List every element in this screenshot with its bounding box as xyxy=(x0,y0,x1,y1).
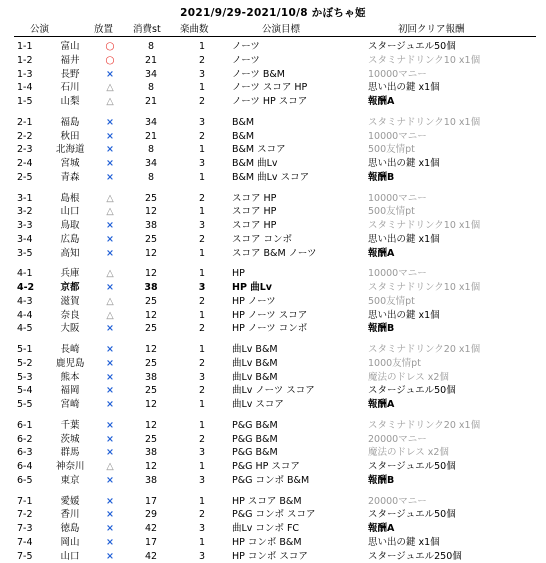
table-row xyxy=(0,130,546,143)
status-mark: × xyxy=(106,158,114,169)
song-count: 1 xyxy=(198,495,206,507)
stamina-cost: 25 xyxy=(144,433,158,445)
stage-id: 1-2 xyxy=(17,54,33,66)
song-count: 3 xyxy=(198,116,206,128)
stage-id: 1-3 xyxy=(17,68,33,80)
table-row xyxy=(0,419,546,432)
song-count: 3 xyxy=(198,158,206,169)
header-target: 公演目標 xyxy=(262,24,301,35)
stage-target: P&G HP スコア xyxy=(232,461,300,472)
prefecture: 宮崎 xyxy=(60,399,80,410)
song-count: 3 xyxy=(198,68,206,80)
table-row xyxy=(0,171,546,184)
prefecture: 群馬 xyxy=(60,447,80,459)
song-count: 3 xyxy=(198,550,206,562)
stage-id: 2-5 xyxy=(17,171,33,183)
first-clear-reward: 500友情pt xyxy=(368,144,415,156)
song-count: 2 xyxy=(198,54,206,66)
status-mark: △ xyxy=(106,295,114,307)
stage-id: 5-5 xyxy=(17,399,33,410)
first-clear-reward: 20000マニー xyxy=(368,495,427,507)
first-clear-reward: スタミナドリンク10 x1個 xyxy=(368,116,481,128)
stamina-cost: 12 xyxy=(144,461,158,472)
prefecture: 徳島 xyxy=(60,523,80,534)
stage-target: HP コンボ B&M xyxy=(232,536,302,548)
stage-id: 2-4 xyxy=(17,158,33,169)
status-mark: × xyxy=(106,68,114,80)
prefecture: 香川 xyxy=(60,509,80,521)
stage-target: 曲Lv B&M xyxy=(232,344,278,355)
stamina-cost: 12 xyxy=(144,268,158,280)
song-count: 1 xyxy=(198,82,206,94)
page-title: 2021/9/29-2021/10/8 かぼちゃ姫 xyxy=(180,7,366,19)
first-clear-reward: 魔法のドレス x2個 xyxy=(368,371,449,383)
first-clear-reward: 10000マニー xyxy=(368,68,427,80)
status-mark: ○ xyxy=(105,40,115,52)
stage-id: 7-1 xyxy=(17,495,33,507)
first-clear-reward: 思い出の鍵 x1個 xyxy=(368,233,440,245)
stage-target: P&G B&M xyxy=(232,447,278,459)
song-count: 2 xyxy=(198,323,206,335)
prefecture: 茨城 xyxy=(60,433,80,445)
stage-id: 7-5 xyxy=(17,550,33,562)
table-row xyxy=(0,143,546,156)
first-clear-reward: 報酬A xyxy=(368,247,395,259)
stamina-cost: 25 xyxy=(144,323,158,335)
prefecture: 長野 xyxy=(60,68,80,80)
prefecture: 鳥取 xyxy=(60,220,80,231)
stage-id: 1-5 xyxy=(17,96,33,107)
header-stamina: 消費st xyxy=(133,24,161,35)
status-mark: × xyxy=(106,474,114,486)
status-mark: × xyxy=(106,523,114,534)
first-clear-reward: 10000マニー xyxy=(368,130,427,142)
status-mark: × xyxy=(106,233,114,245)
status-mark: △ xyxy=(106,96,114,107)
header-reward: 初回クリア報酬 xyxy=(398,24,465,35)
first-clear-reward: 思い出の鍵 x1個 xyxy=(368,536,440,548)
table-row xyxy=(0,384,546,397)
prefecture: 福岡 xyxy=(60,385,80,397)
table-row xyxy=(0,433,546,446)
stamina-cost: 38 xyxy=(144,447,158,459)
header-songs: 楽曲数 xyxy=(180,24,209,35)
table-row xyxy=(0,247,546,260)
stage-target: 曲Lv B&M xyxy=(232,357,278,369)
stamina-cost: 25 xyxy=(144,295,158,307)
stage-id: 1-4 xyxy=(17,82,33,94)
table-row xyxy=(0,550,546,563)
table-row xyxy=(0,205,546,218)
prefecture: 愛媛 xyxy=(60,495,80,507)
first-clear-reward: 魔法のドレス x2個 xyxy=(368,447,449,459)
prefecture: 兵庫 xyxy=(60,268,80,280)
status-mark: × xyxy=(106,495,114,507)
status-mark: × xyxy=(106,385,114,397)
status-mark: × xyxy=(106,433,114,445)
table-row xyxy=(0,54,546,67)
prefecture: 神奈川 xyxy=(56,461,85,472)
prefecture: 青森 xyxy=(60,171,80,183)
song-count: 2 xyxy=(198,357,206,369)
stamina-cost: 38 xyxy=(144,371,158,383)
stage-target: B&M スコア xyxy=(232,144,286,156)
first-clear-reward: 10000マニー xyxy=(368,192,427,204)
prefecture: 福井 xyxy=(60,54,80,66)
first-clear-reward: 報酬B xyxy=(368,474,395,486)
first-clear-reward: スタミナドリンク20 x1個 xyxy=(368,344,481,355)
song-count: 3 xyxy=(198,523,206,534)
song-count: 1 xyxy=(198,344,206,355)
prefecture: 山口 xyxy=(60,206,80,218)
song-count: 3 xyxy=(198,447,206,459)
song-count: 1 xyxy=(198,268,206,280)
status-mark: × xyxy=(106,371,114,383)
stage-target: B&M 曲Lv xyxy=(232,158,278,169)
table-row xyxy=(0,157,546,170)
stamina-cost: 38 xyxy=(144,474,158,486)
prefecture: 京都 xyxy=(60,282,80,293)
status-mark: × xyxy=(106,282,114,293)
stage-target: P&G コンボ スコア xyxy=(232,509,316,521)
prefecture: 山梨 xyxy=(60,96,80,107)
stage-id: 4-5 xyxy=(17,323,33,335)
stamina-cost: 38 xyxy=(144,282,158,293)
table-row xyxy=(0,371,546,384)
stage-target: 曲Lv スコア xyxy=(232,399,284,410)
table-row xyxy=(0,116,546,129)
stage-id: 6-5 xyxy=(17,474,33,486)
table-row xyxy=(0,192,546,205)
prefecture: 山口 xyxy=(60,550,80,562)
status-mark: × xyxy=(106,399,114,410)
table-row xyxy=(0,95,546,108)
status-mark: × xyxy=(106,220,114,231)
stamina-cost: 21 xyxy=(144,130,158,142)
stamina-cost: 17 xyxy=(144,536,158,548)
stage-id: 7-2 xyxy=(17,509,33,521)
song-count: 2 xyxy=(198,96,206,107)
stamina-cost: 42 xyxy=(144,523,158,534)
first-clear-reward: 500友情pt xyxy=(368,206,415,218)
first-clear-reward: スタージュエル50個 xyxy=(368,41,456,52)
stamina-cost: 8 xyxy=(147,82,155,94)
stage-target: 曲Lv B&M xyxy=(232,371,278,383)
table-row xyxy=(0,343,546,356)
status-mark: × xyxy=(106,130,114,142)
header-status: 放置 xyxy=(94,24,114,35)
stage-id: 4-2 xyxy=(17,282,35,293)
stage-target: ノーツ xyxy=(232,54,260,66)
prefecture: 富山 xyxy=(60,41,80,52)
table-row xyxy=(0,322,546,335)
prefecture: 島根 xyxy=(60,192,80,204)
first-clear-reward: スタージュエル50個 xyxy=(368,509,456,521)
stamina-cost: 25 xyxy=(144,192,158,204)
stage-id: 4-4 xyxy=(17,309,33,321)
table-row xyxy=(0,281,546,294)
song-count: 2 xyxy=(198,233,206,245)
stage-id: 6-3 xyxy=(17,447,33,459)
first-clear-reward: 思い出の鍵 x1個 xyxy=(368,158,440,169)
prefecture: 鹿児島 xyxy=(56,357,85,369)
prefecture: 大阪 xyxy=(60,323,80,335)
first-clear-reward: 20000マニー xyxy=(368,433,427,445)
first-clear-reward: 報酬B xyxy=(368,323,395,335)
stamina-cost: 12 xyxy=(144,344,158,355)
table-row xyxy=(0,446,546,459)
first-clear-reward: 10000マニー xyxy=(368,268,427,280)
prefecture: 岡山 xyxy=(60,536,80,548)
stamina-cost: 8 xyxy=(147,144,155,156)
table-row xyxy=(0,81,546,94)
stamina-cost: 34 xyxy=(144,116,158,128)
prefecture: 秋田 xyxy=(60,130,80,142)
status-mark: × xyxy=(106,357,114,369)
prefecture: 北海道 xyxy=(56,144,85,156)
stage-target: P&G B&M xyxy=(232,433,278,445)
table-row xyxy=(0,295,546,308)
song-count: 1 xyxy=(198,309,206,321)
status-mark: △ xyxy=(106,192,114,204)
stage-target: HP コンボ スコア xyxy=(232,550,308,562)
table-row xyxy=(0,219,546,232)
stage-target: スコア B&M ノーツ xyxy=(232,247,317,259)
song-count: 1 xyxy=(198,536,206,548)
stamina-cost: 34 xyxy=(144,158,158,169)
stamina-cost: 12 xyxy=(144,247,158,259)
prefecture: 滋賀 xyxy=(60,295,80,307)
table-row xyxy=(0,460,546,473)
table-row xyxy=(0,495,546,508)
prefecture: 熊本 xyxy=(60,371,80,383)
song-count: 1 xyxy=(198,461,206,472)
status-mark: × xyxy=(106,144,114,156)
first-clear-reward: スタミナドリンク10 x1個 xyxy=(368,220,481,231)
stage-target: B&M xyxy=(232,116,255,128)
song-count: 1 xyxy=(198,247,206,259)
stage-id: 2-2 xyxy=(17,130,33,142)
prefecture: 奈良 xyxy=(60,309,80,321)
stamina-cost: 42 xyxy=(144,550,158,562)
stage-target: B&M 曲Lv スコア xyxy=(232,171,310,183)
prefecture: 長崎 xyxy=(60,344,80,355)
song-count: 2 xyxy=(198,130,206,142)
stamina-cost: 12 xyxy=(144,309,158,321)
status-mark: △ xyxy=(106,82,114,94)
song-count: 1 xyxy=(198,206,206,218)
stage-target: ノーツ xyxy=(232,41,260,52)
prefecture: 宮城 xyxy=(60,158,80,169)
stage-id: 6-2 xyxy=(17,433,33,445)
first-clear-reward: 思い出の鍵 x1個 xyxy=(368,82,440,94)
song-count: 2 xyxy=(198,509,206,521)
prefecture: 東京 xyxy=(60,474,80,486)
stamina-cost: 12 xyxy=(144,399,158,410)
stage-id: 4-3 xyxy=(17,295,33,307)
header-divider xyxy=(14,36,536,37)
first-clear-reward: 報酬B xyxy=(368,171,395,183)
song-count: 2 xyxy=(198,385,206,397)
stage-target: P&G コンボ B&M xyxy=(232,474,310,486)
status-mark: △ xyxy=(106,461,114,472)
stamina-cost: 8 xyxy=(147,171,155,183)
stamina-cost: 34 xyxy=(144,68,158,80)
first-clear-reward: スタミナドリンク20 x1個 xyxy=(368,419,481,431)
prefecture: 福島 xyxy=(60,116,80,128)
song-count: 1 xyxy=(198,399,206,410)
first-clear-reward: スタージュエル50個 xyxy=(368,461,456,472)
status-mark: × xyxy=(106,247,114,259)
first-clear-reward: 報酬A xyxy=(368,399,395,410)
table-row xyxy=(0,68,546,81)
song-count: 3 xyxy=(198,220,206,231)
song-count: 3 xyxy=(198,371,206,383)
song-count: 1 xyxy=(198,171,206,183)
song-count: 1 xyxy=(198,41,206,52)
table-row xyxy=(0,357,546,370)
stamina-cost: 29 xyxy=(144,509,158,521)
status-mark: × xyxy=(106,536,114,548)
status-mark: △ xyxy=(106,268,114,280)
stage-id: 5-2 xyxy=(17,357,33,369)
table-row xyxy=(0,40,546,53)
stage-target: 曲Lv コンボ FC xyxy=(232,523,300,534)
stamina-cost: 25 xyxy=(144,233,158,245)
stamina-cost: 12 xyxy=(144,206,158,218)
stage-id: 1-1 xyxy=(17,41,33,52)
prefecture: 石川 xyxy=(60,82,80,94)
first-clear-reward: 報酬A xyxy=(368,523,395,534)
table-row xyxy=(0,398,546,411)
first-clear-reward: 報酬A xyxy=(368,96,395,107)
stage-target: スコア HP xyxy=(232,192,277,204)
table-row xyxy=(0,474,546,487)
song-count: 2 xyxy=(198,433,206,445)
stage-target: B&M xyxy=(232,130,255,142)
stage-id: 3-2 xyxy=(17,206,33,218)
stage-target: ノーツ B&M xyxy=(232,68,285,80)
stage-target: HP xyxy=(232,268,245,280)
header-stage: 公演 xyxy=(30,24,50,35)
stamina-cost: 8 xyxy=(147,41,155,52)
status-mark: ○ xyxy=(105,53,115,66)
stage-id: 7-4 xyxy=(17,536,33,548)
status-mark: × xyxy=(106,419,114,431)
first-clear-reward: 1000友情pt xyxy=(368,357,421,369)
stamina-cost: 21 xyxy=(144,54,158,66)
song-count: 1 xyxy=(198,419,206,431)
stage-id: 5-3 xyxy=(17,371,33,383)
song-count: 2 xyxy=(198,295,206,307)
song-count: 3 xyxy=(198,474,206,486)
first-clear-reward: スタミナドリンク10 x1個 xyxy=(368,282,481,293)
song-count: 3 xyxy=(198,282,206,293)
stage-id: 2-1 xyxy=(17,116,33,128)
stage-id: 6-4 xyxy=(17,461,33,472)
table-row xyxy=(0,233,546,246)
stamina-cost: 25 xyxy=(144,357,158,369)
first-clear-reward: 500友情pt xyxy=(368,295,415,307)
status-mark: × xyxy=(106,509,114,521)
table-row xyxy=(0,267,546,280)
song-count: 2 xyxy=(198,192,206,204)
stage-target: スコア コンボ xyxy=(232,233,293,245)
stage-id: 2-3 xyxy=(17,144,33,156)
first-clear-reward: スタミナドリンク10 x1個 xyxy=(368,54,481,66)
stage-id: 7-3 xyxy=(17,523,33,534)
stage-target: スコア HP xyxy=(232,206,277,218)
stamina-cost: 38 xyxy=(144,220,158,231)
stage-id: 5-1 xyxy=(17,344,33,355)
status-mark: × xyxy=(106,323,114,335)
stage-target: ノーツ HP スコア xyxy=(232,96,308,107)
stage-id: 3-3 xyxy=(17,220,33,231)
stamina-cost: 21 xyxy=(144,96,158,107)
status-mark: △ xyxy=(106,206,114,218)
first-clear-reward: スタージュエル250個 xyxy=(368,550,462,562)
stamina-cost: 25 xyxy=(144,385,158,397)
stage-target: HP ノーツ xyxy=(232,295,276,307)
stage-target: HP 曲Lv xyxy=(232,282,272,293)
table-row xyxy=(0,508,546,521)
stage-target: HP ノーツ コンボ xyxy=(232,323,308,335)
stage-id: 5-4 xyxy=(17,385,33,397)
stage-id: 3-1 xyxy=(17,192,33,204)
first-clear-reward: 思い出の鍵 x1個 xyxy=(368,309,440,321)
status-mark: × xyxy=(106,344,114,355)
status-mark: × xyxy=(106,447,114,459)
stage-id: 4-1 xyxy=(17,268,33,280)
stage-target: HP ノーツ スコア xyxy=(232,309,308,321)
status-mark: △ xyxy=(106,309,114,321)
table-row xyxy=(0,309,546,322)
stamina-cost: 12 xyxy=(144,419,158,431)
status-mark: × xyxy=(106,550,114,562)
table-row xyxy=(0,536,546,549)
table-row xyxy=(0,522,546,535)
stage-id: 6-1 xyxy=(17,419,33,431)
first-clear-reward: スタージュエル50個 xyxy=(368,385,456,397)
stage-target: HP スコア B&M xyxy=(232,495,302,507)
stage-id: 3-4 xyxy=(17,233,33,245)
stage-target: P&G B&M xyxy=(232,419,278,431)
status-mark: × xyxy=(106,171,114,183)
song-count: 1 xyxy=(198,144,206,156)
prefecture: 広島 xyxy=(60,233,80,245)
stamina-cost: 17 xyxy=(144,495,158,507)
status-mark: × xyxy=(106,116,114,128)
prefecture: 高知 xyxy=(60,247,80,259)
stage-target: スコア HP xyxy=(232,220,277,231)
stage-id: 3-5 xyxy=(17,247,33,259)
stage-target: ノーツ スコア HP xyxy=(232,82,308,94)
stage-target: 曲Lv ノーツ スコア xyxy=(232,385,315,397)
prefecture: 千葉 xyxy=(60,419,80,431)
